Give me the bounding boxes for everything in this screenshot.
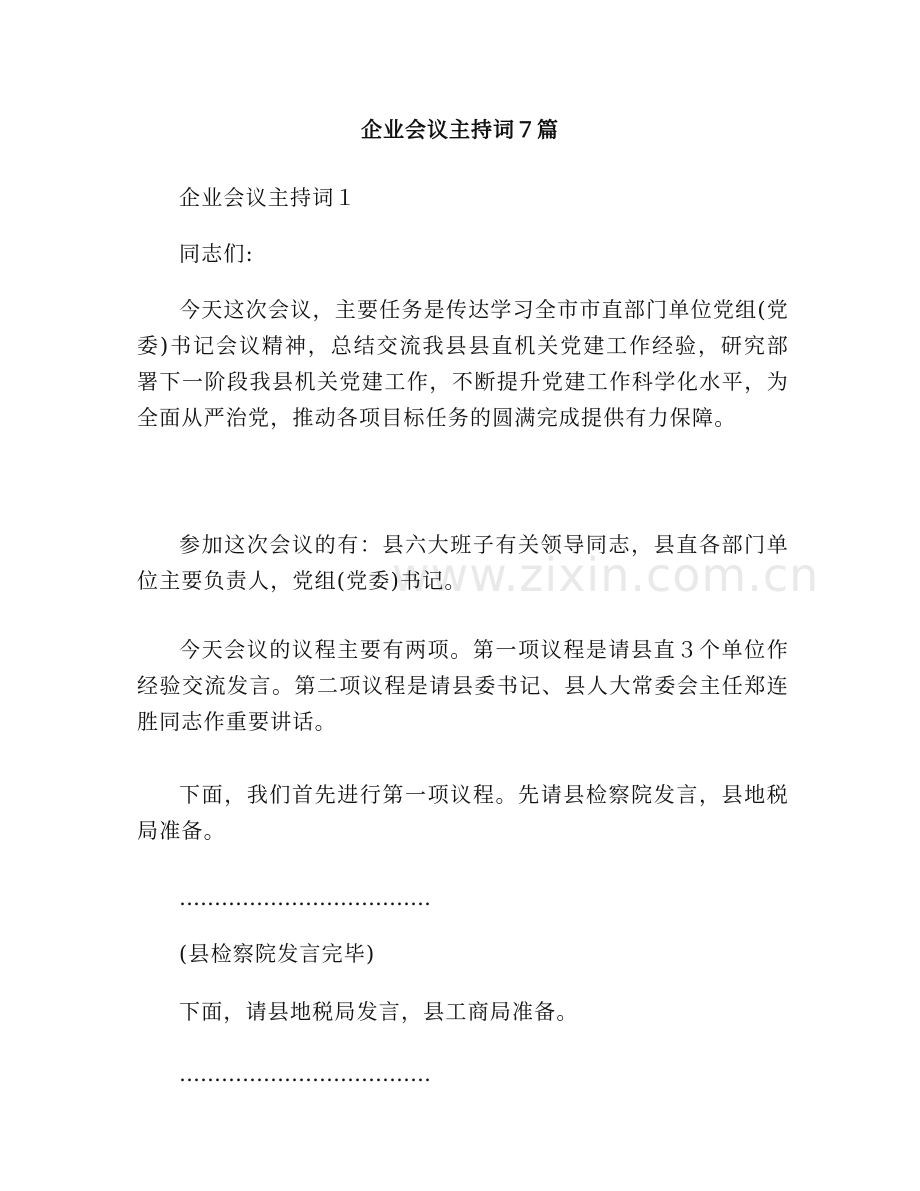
paragraph-text: 今天会议的议程主要有两项。第一项议程是请县直３个单位作经验交流发言。第二项议程是请县委书记、县人大常委会主任郑连胜同志作重要讲话。	[137, 638, 789, 734]
watermark: www.zixin.com.cn	[392, 548, 820, 602]
paragraph-text: 参加这次会议的有：县六大班子有关领导同志，县直各部门单位主要负责人，党组(党委)书记。	[137, 533, 789, 593]
paragraph-text: 下面，请县地税局发言，县工商局准备。	[179, 1000, 579, 1024]
paragraph-2	[137, 527, 789, 599]
paragraph-1	[137, 292, 789, 436]
greeting-text: 同志们:	[179, 242, 254, 266]
greeting	[137, 236, 789, 272]
document-title: 企业会议主持词７篇	[361, 118, 559, 142]
section-heading-text: 企业会议主持词１	[179, 186, 357, 210]
paragraph-text: 下面，我们首先进行第一项议程。先请县检察院发言，县地税局准备。	[137, 783, 789, 843]
note-1	[137, 936, 789, 972]
paragraph-text: 今天这次会议，主要任务是传达学习全市市直部门单位党组(党委)书记会议精神，总结交流我县县直机关党建工作经验，研究部署下一阶段我县机关党建工作，不断提升党建工作科学化水平，为全面从严治党，推动各项目标任务的圆满完成提供有力保障。	[137, 298, 789, 430]
ellipsis-line-2: ………………………………	[179, 1062, 431, 1086]
paragraph-4	[137, 777, 789, 849]
paragraph-3	[137, 632, 789, 740]
section-heading	[137, 180, 789, 216]
paragraph-5	[137, 994, 789, 1030]
ellipsis-line-1: ………………………………	[179, 886, 431, 910]
note-text: (县检察院发言完毕)	[179, 942, 376, 966]
